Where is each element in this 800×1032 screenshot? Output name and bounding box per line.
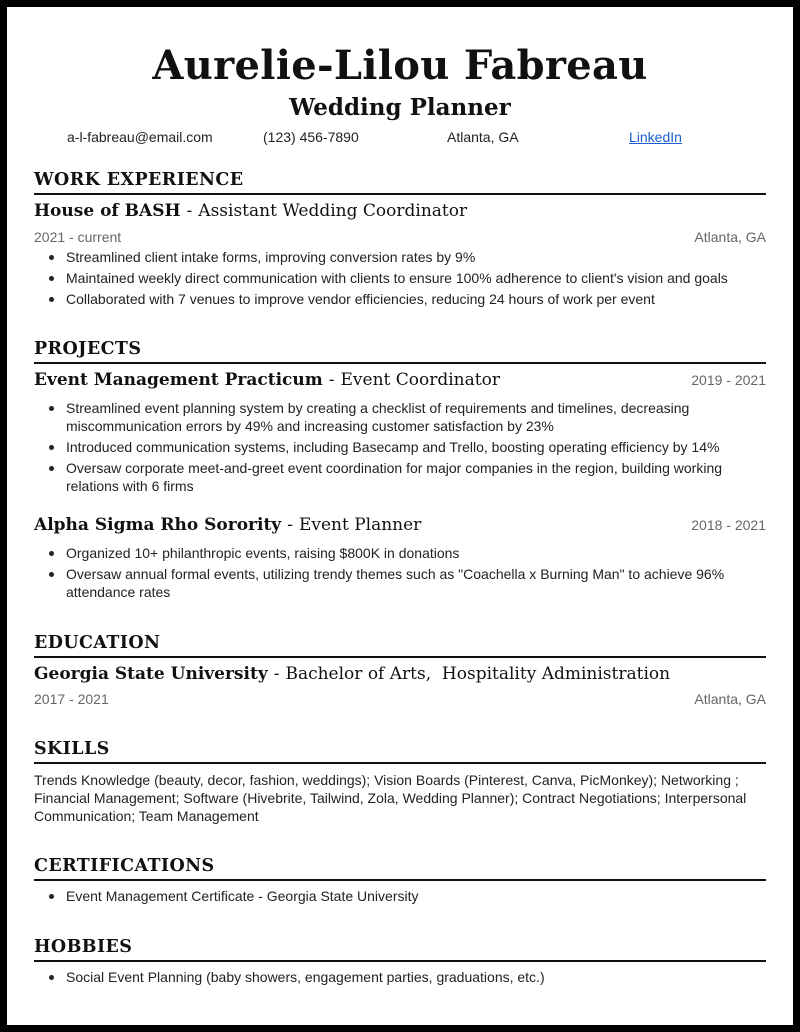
education-entry-location: Atlanta, GA [694, 691, 766, 707]
skills-text: Trends Knowledge (beauty, decor, fashion, weddings); Vision Boards (Pinterest, Canva, PicMonkey); Networking ; Financial Management; Software (Hivebrite, Tailwind, Zola, Wedding Planner); Contract Negotiations; Interpersonal Communication; Team Management [34, 772, 747, 824]
project-entry-role: Event Planner [298, 515, 422, 535]
work-entry-org: House of BASH [34, 201, 181, 221]
project-entry-bullets [34, 399, 766, 498]
hobby-bullets [34, 968, 766, 989]
linkedin-link[interactable]: LinkedIn [629, 129, 682, 145]
section-heading-projects: PROJECTS [34, 338, 766, 364]
education-entry-separator: - [273, 664, 280, 684]
work-entry-title [34, 200, 467, 222]
job-title: Wedding Planner [289, 94, 511, 121]
section-heading-hobbies: HOBBIES [34, 936, 766, 962]
list-item: Collaborated with 7 venues to improve vendor efficiencies, reducing 24 hours of work per event [34, 290, 766, 308]
certification-bullets [34, 887, 766, 908]
section-heading-work: WORK EXPERIENCE [34, 169, 766, 195]
list-item: Event Management Certificate - Georgia State University [34, 887, 766, 905]
work-entry-separator: - [186, 201, 193, 221]
project-entry-separator: - [287, 515, 293, 535]
candidate-name: Aurelie-Lilou Fabreau [152, 42, 648, 89]
education-entry-org: Georgia State University [34, 664, 268, 684]
list-item: Maintained weekly direct communication with clients to ensure 100% adherence to client's vision and goals [34, 269, 766, 287]
work-entry-role: Assistant Wedding Coordinator [198, 201, 468, 221]
education-entry-title [34, 663, 670, 685]
list-item: Streamlined event planning system by creating a checklist of requirements and timelines, decreasing miscommunication errors by 49% and increasing customer satisfaction by 23% [34, 399, 766, 435]
project-entry-separator: - [328, 370, 335, 390]
project-entry-title [34, 514, 421, 536]
project-entry-dates: 2018 - 2021 [691, 517, 766, 533]
project-entry-dates: 2019 - 2021 [691, 372, 766, 388]
list-item: Introduced communication systems, including Basecamp and Trello, boosting operating efficiency by 14% [34, 438, 766, 456]
work-entry-bullets [34, 248, 766, 311]
list-item: Streamlined client intake forms, improving conversion rates by 9% [34, 248, 766, 266]
list-item: Oversaw annual formal events, utilizing trendy themes such as "Coachella x Burning Man" to achieve 96% attendance rates [34, 565, 766, 601]
project-entry-org: Event Management Practicum [34, 370, 323, 390]
list-item: Social Event Planning (baby showers, engagement parties, graduations, etc.) [34, 968, 766, 986]
work-entry-location: Atlanta, GA [694, 229, 766, 245]
section-heading-certifications: CERTIFICATIONS [34, 855, 766, 881]
project-entry-org: Alpha Sigma Rho Sorority [34, 515, 282, 535]
contact-row [34, 129, 766, 149]
project-entry-bullets [34, 544, 766, 604]
contact-phone: (123) 456-7890 [263, 129, 359, 145]
education-entry-degree: Bachelor of Arts, Hospitality Administration [285, 664, 671, 684]
list-item: Oversaw corporate meet-and-greet event coordination for major companies in the region, building working relations with 6 firms [34, 459, 766, 495]
project-entry-role: Event Coordinator [340, 370, 500, 390]
work-entry-dates: 2021 - current [34, 229, 122, 245]
section-heading-education: EDUCATION [34, 632, 766, 658]
section-heading-skills: SKILLS [34, 738, 766, 764]
education-entry-dates: 2017 - 2021 [34, 691, 109, 707]
contact-email: a-l-fabreau@email.com [67, 129, 213, 145]
project-entry-title [34, 369, 500, 391]
contact-location: Atlanta, GA [447, 129, 519, 145]
list-item: Organized 10+ philanthropic events, raising $800K in donations [34, 544, 766, 562]
